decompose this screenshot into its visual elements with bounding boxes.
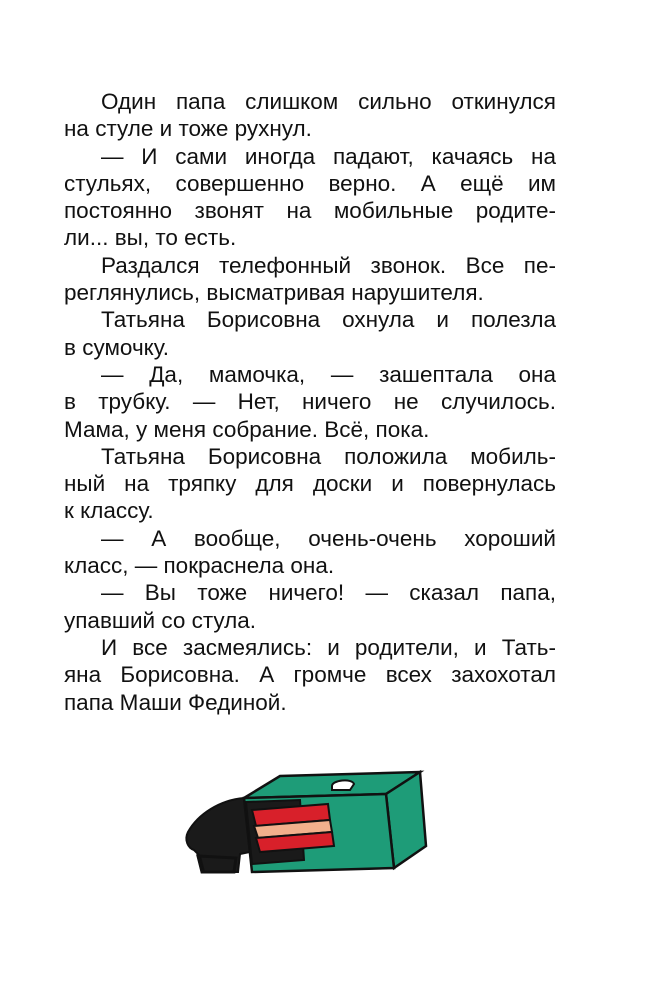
- text-line: яна Борисовна. А громче всех захохотал: [64, 662, 556, 688]
- text-line: Татьяна Борисовна охнула и полезла: [101, 307, 556, 333]
- text-line: — Вы тоже ничего! — сказал папа,: [101, 580, 556, 606]
- text-line: на стуле и тоже рухнул.: [64, 116, 312, 142]
- text-line: к классу.: [64, 498, 154, 524]
- text-line: — Да, мамочка, — зашептала она: [101, 361, 556, 387]
- text-line: — А вообще, очень-очень хороший: [101, 525, 556, 551]
- bag-flap: [186, 798, 250, 872]
- text-line: стульях, совершенно верно. А ещё им: [64, 170, 556, 196]
- text-line: в трубку. — Нет, ничего не случилось.: [64, 389, 556, 415]
- text-block: [64, 88, 556, 716]
- school-bag-icon: [180, 760, 450, 900]
- text-line: Один папа слишком сильно откинулся: [101, 89, 556, 114]
- text-line: в сумочку.: [64, 334, 170, 360]
- text-line: упавший со стула.: [64, 607, 257, 633]
- text-line: постоянно звонят на мобильные родите-: [64, 198, 556, 224]
- text-line: Раздался телефонный звонок. Все пе-: [101, 252, 556, 278]
- text-line: И все засмеялись: и родители, и Тать-: [101, 634, 556, 660]
- text-line: класс, — покраснела она.: [64, 553, 335, 579]
- bag-top-clasp: [332, 780, 354, 790]
- text-line: ли... вы, то есть.: [64, 225, 237, 251]
- text-line: — И сами иногда падают, качаясь на: [101, 143, 556, 169]
- text-line: ный на тряпку для доски и повернулась: [64, 471, 556, 497]
- text-line: папа Маши Фединой.: [64, 689, 287, 715]
- text-line: реглянулись, высматривая нарушителя.: [64, 280, 484, 306]
- text-line: Татьяна Борисовна положила мобиль-: [101, 443, 556, 469]
- school-bag-illustration: [180, 760, 450, 900]
- text-line: Мама, у меня собрание. Всё, пока.: [64, 416, 430, 442]
